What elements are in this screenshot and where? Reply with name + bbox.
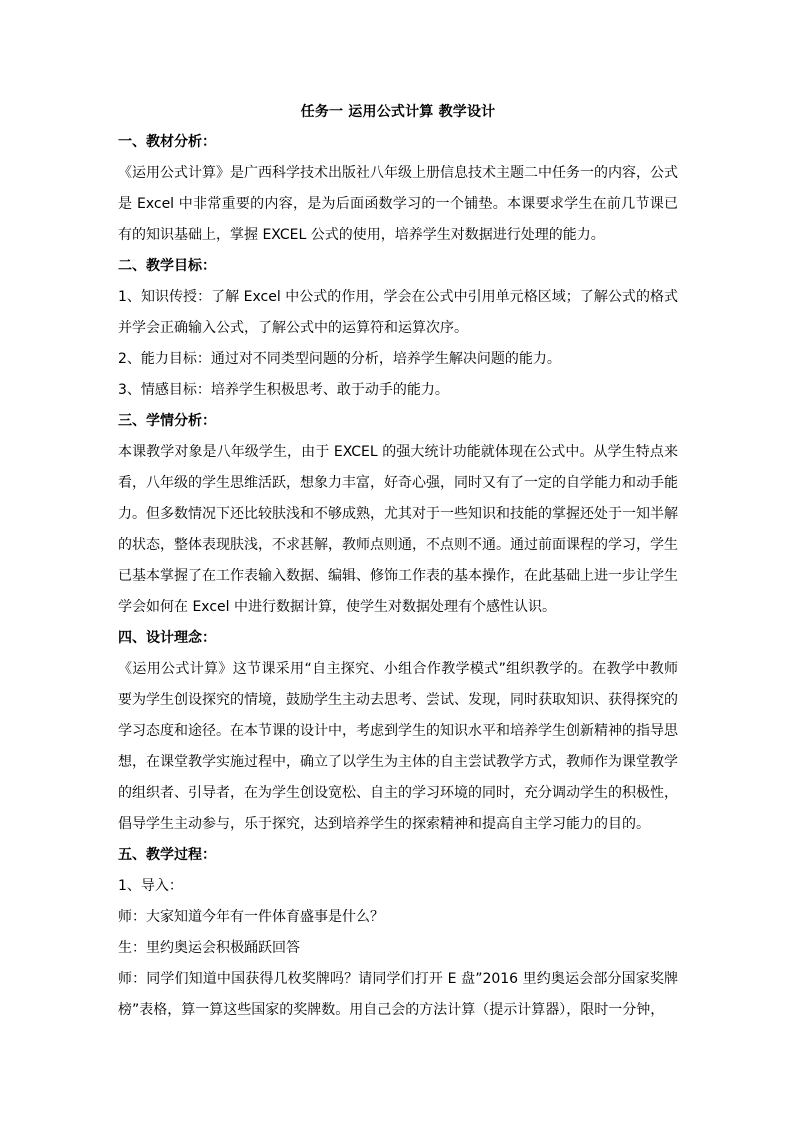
document-title: 任务一 运用公式计算 教学设计 (300, 104, 496, 120)
paragraph: 2、能力目标：通过对不同类型问题的分析，培养学生解决问题的能力。 (118, 351, 561, 367)
paragraph: 1、导入： (118, 878, 183, 894)
document-body (118, 97, 678, 1026)
section-heading-teaching-goals: 二、教学目标： (118, 258, 216, 274)
section-heading-teaching-process: 五、教学过程： (118, 847, 216, 863)
paragraph: 生：里约奥运会积极踊跃回答 (118, 940, 300, 956)
section-heading-textbook-analysis: 一、教材分析： (118, 134, 216, 150)
paragraph: 《运用公式计算》是广西科学技术出版社八年级上册信息技术主题二中任务一的内容，公式是 Excel 中非常重要的内容，是为后面函数学习的一个铺垫。本课要求学生在前几节课已有的知识基础上，掌握 EXCEL 公式的使用，培养学生对数据进行处理的能力。 (118, 165, 678, 243)
section-heading-student-analysis: 三、学情分析： (118, 413, 216, 429)
paragraph: 3、情感目标：培养学生积极思考、敢于动手的能力。 (118, 382, 449, 398)
paragraph: 师：大家知道今年有一件体育盛事是什么？ (118, 909, 384, 925)
paragraph: 本课教学对象是八年级学生，由于 EXCEL 的强大统计功能就体现在公式中。从学生特点来看，八年级的学生思维活跃，想象力丰富，好奇心强，同时又有了一定的自学能力和动手能力。但多数情况下还比较肤浅和不够成熟，尤其对于一些知识和技能的掌握还处于一知半解的状态，整体表现肤浅，不求甚解，教师点则通，不点则不通。通过前面课程的学习，学生已基本掌握了在工作表输入数据、编辑、修饰工作表的基本操作，在此基础上进一步让学生学会如何在 Excel 中进行数据计算，使学生对数据处理有个感性认识。 (118, 444, 678, 615)
paragraph: 《运用公式计算》这节课采用“自主探究、小组合作教学模式”组织教学的。在教学中教师要为学生创设探究的情境，鼓励学生主动去思考、尝试、发现，同时获取知识、获得探究的学习态度和途径。在本节课的设计中，考虑到学生的知识水平和培养学生创新精神的指导思想，在课堂教学实施过程中，确立了以学生为主体的自主尝试教学方式，教师作为课堂教学的组织者、引导者，在为学生创设宽松、自主的学习环境的同时，充分调动学生的积极性，倡导学生主动参与，乐于探究，达到培养学生的探索精神和提高自主学习能力的目的。 (118, 661, 678, 832)
paragraph: 师：同学们知道中国获得几枚奖牌吗？请同学们打开 E 盘”2016 里约奥运会部分国家奖牌榜”表格，算一算这些国家的奖牌数。用自己会的方法计算（提示计算器），限时一分钟， (118, 971, 678, 1018)
section-heading-design-concept: 四、设计理念： (118, 630, 216, 646)
paragraph: 1、知识传授：了解 Excel 中公式的作用，学会在公式中引用单元格区域；了解公式的格式并学会正确输入公式，了解公式中的运算符和运算次序。 (118, 289, 678, 336)
